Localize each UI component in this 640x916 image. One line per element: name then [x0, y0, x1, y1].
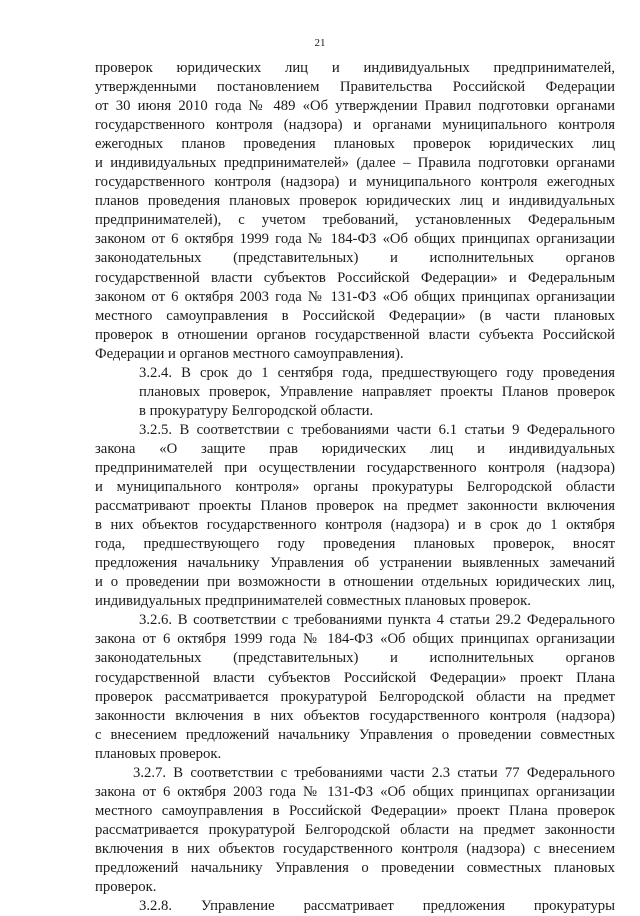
text-line: и индивидуальных предпринимателей» (далее – Правила подготовки органами [95, 155, 615, 172]
text-line: закона «О защите прав юридических лиц и индивидуальных [95, 440, 615, 457]
text-line: государственной власти субъектов Российской Федерации» и Федеральным [95, 269, 615, 286]
text-line: плановых проверок. [95, 745, 222, 762]
text-line: закона от 6 октября 1999 года № 184-ФЗ «Об общих принципах организации [95, 631, 615, 648]
text-line: предложения начальнику Управления об устранении выявленных замечаний [95, 555, 615, 572]
text-line: проверок в отношении органов государственной власти субъекта Российской [95, 326, 615, 343]
text-line: ежегодных планов проведения плановых проверок юридических лиц [95, 136, 615, 153]
text-line: от 30 июня 2010 года № 489 «Об утверждении Правил подготовки органами [95, 98, 615, 115]
text-line: утвержденными постановлением Правительства Российской Федерации [95, 79, 615, 96]
text-line: предложений начальнику Управления о проведении совместных плановых [95, 859, 615, 876]
text-line: государственной власти субъектов Российской Федерации» проект Плана [95, 669, 615, 686]
text-line: Федерации и органов местного самоуправления). [95, 345, 404, 362]
text-line: 3.2.7. В соответствии с требованиями части 2.3 статьи 77 Федерального [133, 764, 615, 781]
text-line: государственного контроля (надзора) и органами муниципального контроля [95, 117, 615, 134]
text-line: законодательных (представительных) и исполнительных органов [95, 650, 615, 667]
text-line: рассматривается прокуратурой Белгородской области на предмет законности [95, 821, 615, 838]
text-line: в прокуратуру Белгородской области. [139, 402, 374, 419]
text-line: индивидуальных предпринимателей совместных плановых проверок. [95, 593, 531, 610]
text-line: 3.2.5. В соответствии с требованиями части 6.1 статьи 9 Федерального [139, 421, 615, 438]
text-line: и о проведении при возможности в отношении отдельных юридических лиц, [95, 574, 615, 591]
page-number: 21 [314, 37, 326, 49]
text-line: местного самоуправления в Российской Федерации» проект Плана проверок [95, 802, 615, 819]
text-line: рассматривают проекты Планов проверок на предмет законности включения [95, 498, 615, 515]
text-line: законом от 6 октября 1999 года № 184-ФЗ «Об общих принципах организации [95, 231, 615, 248]
text-line: включения в них объектов государственного контроля (надзора) с внесением [95, 840, 615, 857]
text-line: законодательных (представительных) и исполнительных органов [95, 250, 615, 267]
text-line: законности включения в них объектов государственного контроля (надзора) [95, 707, 615, 724]
text-line: местного самоуправления в Российской Федерации» (в части плановых [95, 307, 615, 324]
text-line: 3.2.6. В соответствии с требованиями пункта 4 статьи 29.2 Федерального [139, 612, 615, 629]
text-line: в них объектов государственного контроля (надзора) и в срок до 1 октября [95, 517, 615, 534]
text-line: года, предшествующего году проведения плановых проверок, вносят [95, 536, 615, 553]
text-line: 3.2.8. Управление рассматривает предложения прокуратуры [139, 898, 615, 915]
text-line: законом от 6 октября 2003 года № 131-ФЗ «Об общих принципах организации [95, 288, 615, 305]
text-line: предпринимателей при осуществлении государственного контроля (надзора) [95, 459, 615, 476]
text-line: и муниципального контроля» органы прокуратуры Белгородской области [95, 479, 615, 496]
text-line: проверок юридических лиц и индивидуальных предпринимателей, [95, 60, 615, 76]
text-line: с внесением предложений начальнику Управления о проведении совместных [95, 726, 615, 743]
text-line: проверок рассматривается прокуратурой Белгородской области на предмет [95, 688, 615, 705]
text-line: 3.2.4. В срок до 1 сентября года, предшествующего году проведения [139, 364, 615, 381]
text-line: закона от 6 октября 2003 года № 131-ФЗ «Об общих принципах организации [95, 783, 615, 800]
text-line: планов проведения плановых проверок юридических лиц и индивидуальных [95, 193, 615, 210]
text-line: предпринимателей), с учетом требований, установленных Федеральным [95, 212, 615, 229]
document-body [95, 59, 615, 916]
text-line: проверок. [95, 879, 157, 896]
text-line: плановых проверок, Управление направляет проекты Планов проверок [139, 383, 615, 400]
text-line: государственного контроля (надзора) и муниципального контроля ежегодных [95, 174, 615, 191]
